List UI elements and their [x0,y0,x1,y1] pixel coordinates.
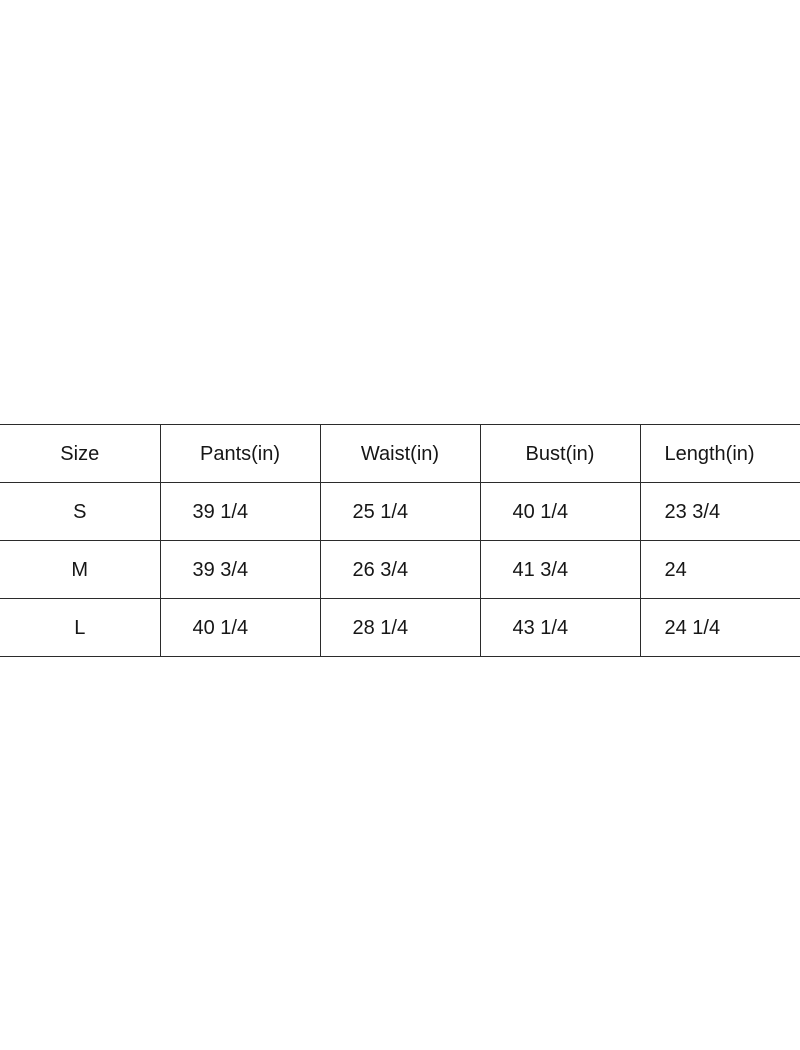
cell-length: 24 1/4 [640,599,800,657]
cell-size: S [0,483,160,541]
size-chart-body [0,483,800,657]
table-row [0,599,800,657]
column-header-pants: Pants(in) [160,425,320,483]
size-chart-header [0,425,800,483]
size-chart-container [0,424,800,657]
table-row [0,483,800,541]
cell-size: L [0,599,160,657]
cell-pants: 40 1/4 [160,599,320,657]
cell-waist: 26 3/4 [320,541,480,599]
cell-length: 24 [640,541,800,599]
column-header-bust: Bust(in) [480,425,640,483]
column-header-length: Length(in) [640,425,800,483]
table-header-row [0,425,800,483]
cell-size: M [0,541,160,599]
column-header-waist: Waist(in) [320,425,480,483]
cell-pants: 39 1/4 [160,483,320,541]
cell-bust: 41 3/4 [480,541,640,599]
column-header-size: Size [0,425,160,483]
cell-bust: 43 1/4 [480,599,640,657]
cell-length: 23 3/4 [640,483,800,541]
cell-waist: 25 1/4 [320,483,480,541]
table-row [0,541,800,599]
cell-bust: 40 1/4 [480,483,640,541]
cell-pants: 39 3/4 [160,541,320,599]
size-chart-table [0,424,800,657]
cell-waist: 28 1/4 [320,599,480,657]
